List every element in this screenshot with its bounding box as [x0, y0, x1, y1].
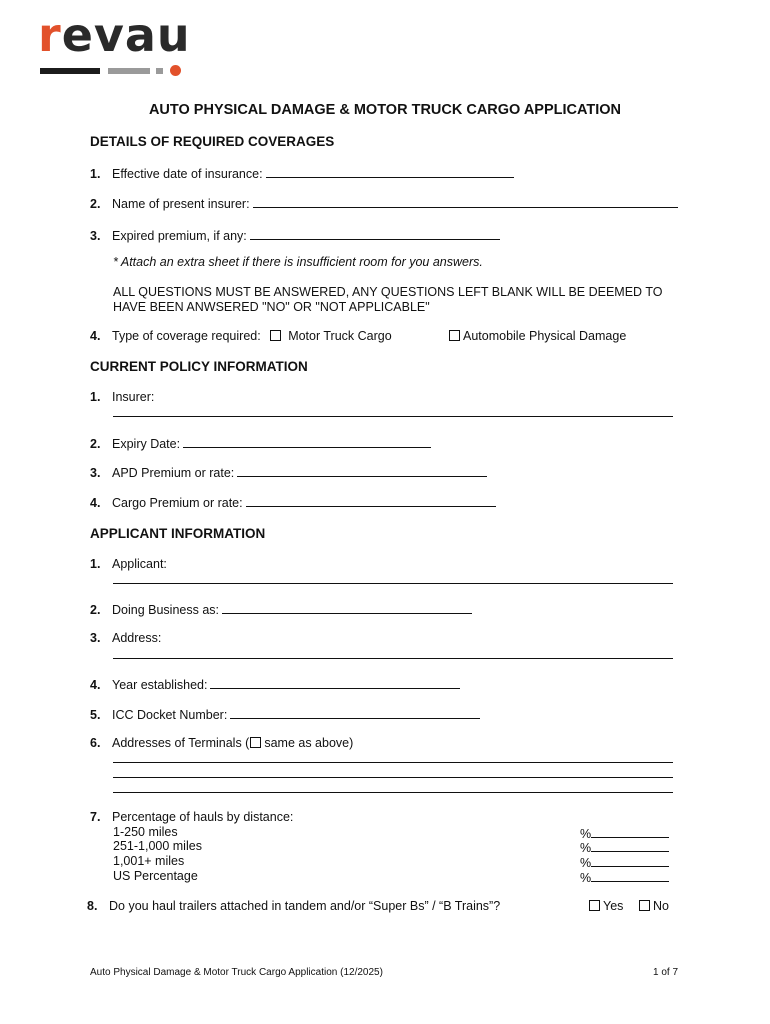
q-label: Expired premium, if any:: [112, 229, 247, 243]
q-label: ICC Docket Number:: [112, 708, 228, 722]
q-number: 8.: [87, 899, 98, 913]
q-label: Insurer:: [112, 390, 155, 404]
applicant-q1: [90, 557, 167, 571]
q-label: APD Premium or rate:: [112, 466, 235, 480]
applicant-q7: [90, 810, 293, 824]
percent-line: [591, 869, 669, 882]
q-number: 4.: [90, 496, 101, 510]
q-label: Cargo Premium or rate:: [112, 496, 243, 510]
q-number: 1.: [90, 390, 101, 404]
q-label: Type of coverage required:: [112, 329, 261, 343]
terminal-address-line-1[interactable]: [113, 762, 673, 763]
hauls-row: US Percentage: [113, 869, 198, 883]
tandem-yes-option: [589, 899, 623, 913]
logo-square-gray: [156, 68, 163, 74]
same-as-above-checkbox[interactable]: [250, 737, 261, 748]
tandem-yes-checkbox[interactable]: [589, 900, 600, 911]
revau-logo: [38, 8, 191, 82]
checkbox-label: No: [653, 899, 669, 913]
q-label: Expiry Date:: [112, 437, 181, 451]
applicant-q4: [90, 676, 460, 692]
q-label: Doing Business as:: [112, 603, 220, 617]
percent-sign: %: [580, 871, 592, 885]
hauls-row: 1-250 miles: [113, 825, 178, 839]
logo-bar-black: [40, 68, 100, 74]
section-heading-current-policy: CURRENT POLICY INFORMATION: [90, 359, 308, 374]
address-field[interactable]: [113, 658, 673, 659]
coverages-q4-option2: [449, 329, 626, 343]
q-label: Addresses of Terminals (: [112, 736, 250, 750]
checkbox-label: same as above): [264, 736, 354, 750]
q-number: 2.: [90, 197, 101, 211]
apd-premium-field[interactable]: [237, 464, 487, 477]
applicant-q6: [90, 736, 353, 750]
section-heading-applicant: APPLICANT INFORMATION: [90, 526, 266, 541]
percent-field-us[interactable]: [580, 869, 669, 885]
applicant-q3: [90, 631, 161, 645]
percent-line: [591, 854, 669, 867]
attach-sheet-note: * Attach an extra sheet if there is insufficient room for you answers.: [113, 255, 483, 269]
terminal-address-line-2[interactable]: [113, 777, 673, 778]
checkbox-label: Automobile Physical Damage: [463, 329, 627, 343]
logo-underline: [40, 66, 190, 76]
motor-truck-cargo-checkbox[interactable]: [270, 330, 281, 341]
answer-all-warning: ALL QUESTIONS MUST BE ANSWERED, ANY QUESTIONS LEFT BLANK WILL BE DEEMED TO HAVE BEEN ANWSERED "NO" OR "NOT APPLICABLE": [113, 285, 663, 314]
q-number: 2.: [90, 437, 101, 451]
q-number: 6.: [90, 736, 101, 750]
q-number: 3.: [90, 229, 101, 243]
q-label: Do you haul trailers attached in tandem and/or “Super Bs” / “B Trains”?: [109, 899, 501, 913]
tandem-no-option: [639, 899, 669, 913]
current-q3: [90, 464, 487, 480]
logo-bar-gray: [108, 68, 150, 74]
icc-docket-field[interactable]: [230, 706, 480, 719]
percent-sign: %: [580, 856, 592, 870]
q-number: 1.: [90, 557, 101, 571]
footer-page-number: 1 of 7: [653, 967, 679, 978]
q-number: 4.: [90, 678, 101, 692]
coverages-q2: [90, 195, 678, 211]
logo-dot-orange: [170, 65, 181, 76]
q-label: Address:: [112, 631, 162, 645]
present-insurer-field[interactable]: [253, 195, 678, 208]
q-label: Applicant:: [112, 557, 167, 571]
coverages-q4: [90, 329, 392, 343]
effective-date-field[interactable]: [266, 165, 514, 178]
q-label: Year established:: [112, 678, 208, 692]
q-number: 5.: [90, 708, 101, 722]
current-q2: [90, 435, 431, 451]
applicant-q8: [87, 899, 500, 913]
cargo-premium-field[interactable]: [246, 494, 496, 507]
percent-line: [591, 839, 669, 852]
q-number: 1.: [90, 167, 101, 181]
expiry-date-field[interactable]: [183, 435, 431, 448]
hauls-row: 1,001+ miles: [113, 854, 185, 868]
current-q1: [90, 390, 154, 404]
coverages-q3: [90, 227, 500, 243]
applicant-q5: [90, 706, 480, 722]
tandem-no-checkbox[interactable]: [639, 900, 650, 911]
current-q4: [90, 494, 496, 510]
logo-wordmark: revau: [38, 8, 191, 62]
q-number: 3.: [90, 466, 101, 480]
q-number: 4.: [90, 329, 101, 343]
hauls-row: 251-1,000 miles: [113, 839, 202, 853]
checkbox-label: Yes: [603, 899, 624, 913]
q-number: 7.: [90, 810, 101, 824]
expired-premium-field[interactable]: [250, 227, 500, 240]
q-label: Percentage of hauls by distance:: [112, 810, 294, 824]
auto-physical-damage-checkbox[interactable]: [449, 330, 460, 341]
q-number: 2.: [90, 603, 101, 617]
insurer-field[interactable]: [113, 416, 673, 417]
percent-line: [591, 825, 669, 838]
percent-field-1001-plus[interactable]: [580, 854, 669, 870]
section-heading-coverages: DETAILS OF REQUIRED COVERAGES: [90, 134, 335, 149]
applicant-field[interactable]: [113, 583, 673, 584]
doing-business-as-field[interactable]: [222, 601, 472, 614]
coverages-q1: [90, 165, 514, 181]
year-established-field[interactable]: [210, 676, 460, 689]
q-number: 3.: [90, 631, 101, 645]
terminal-address-line-3[interactable]: [113, 792, 673, 793]
percent-sign: %: [580, 841, 592, 855]
footer-form-title: Auto Physical Damage & Motor Truck Cargo Application (12/2025): [90, 967, 383, 978]
checkbox-label: Motor Truck Cargo: [288, 329, 392, 343]
percent-sign: %: [580, 827, 592, 841]
q-label: Name of present insurer:: [112, 197, 250, 211]
applicant-q2: [90, 601, 472, 617]
percent-field-251-1000[interactable]: [580, 839, 669, 855]
q-label: Effective date of insurance:: [112, 167, 263, 181]
page-title: AUTO PHYSICAL DAMAGE & MOTOR TRUCK CARGO APPLICATION: [148, 102, 622, 118]
